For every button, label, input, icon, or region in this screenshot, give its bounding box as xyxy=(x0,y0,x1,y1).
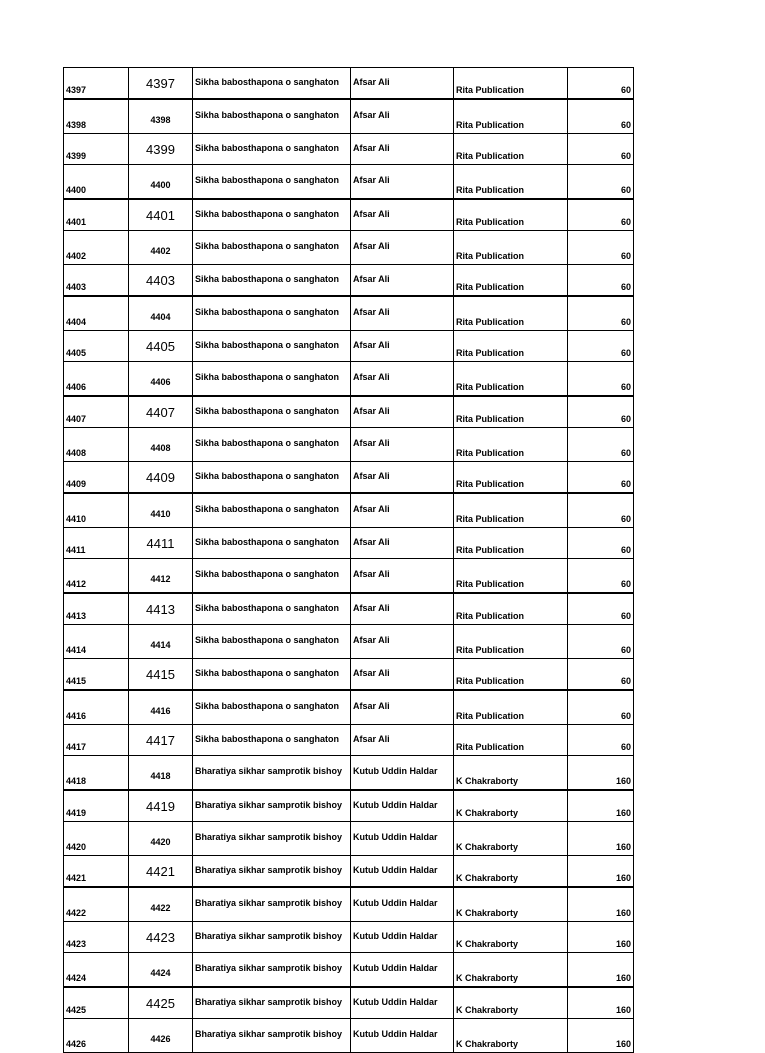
author-cell: Afsar Ali xyxy=(351,231,454,265)
price-cell: 160 xyxy=(568,790,634,822)
book-title-cell: Sikha babosthapona o sanghaton xyxy=(193,625,351,659)
table-row xyxy=(64,493,634,528)
publisher-cell: Rita Publication xyxy=(454,362,568,397)
serial-number-cell: 4419 xyxy=(64,790,129,822)
author-cell: Kutub Uddin Haldar xyxy=(351,922,454,953)
price-cell: 160 xyxy=(568,922,634,953)
accession-number-cell: 4417 xyxy=(129,725,193,756)
book-title-cell: Sikha babosthapona o sanghaton xyxy=(193,362,351,397)
serial-number-cell: 4418 xyxy=(64,756,129,791)
publisher-cell: K Chakraborty xyxy=(454,987,568,1019)
price-cell: 160 xyxy=(568,1019,634,1053)
author-cell: Afsar Ali xyxy=(351,68,454,100)
author-cell: Afsar Ali xyxy=(351,199,454,231)
price-cell: 60 xyxy=(568,559,634,594)
publisher-cell: K Chakraborty xyxy=(454,953,568,988)
serial-number-cell: 4404 xyxy=(64,296,129,331)
price-cell: 60 xyxy=(568,134,634,165)
table-row xyxy=(64,462,634,494)
accession-number-cell: 4409 xyxy=(129,462,193,494)
publisher-cell: K Chakraborty xyxy=(454,1019,568,1053)
accession-number-cell: 4419 xyxy=(129,790,193,822)
author-cell: Afsar Ali xyxy=(351,659,454,691)
price-cell: 60 xyxy=(568,725,634,756)
table-row xyxy=(64,822,634,856)
accession-number-cell: 4421 xyxy=(129,856,193,888)
publisher-cell: Rita Publication xyxy=(454,68,568,100)
author-cell: Afsar Ali xyxy=(351,559,454,594)
serial-number-cell: 4405 xyxy=(64,331,129,362)
book-title-cell: Bharatiya sikhar samprotik bishoy xyxy=(193,756,351,791)
accession-number-cell: 4423 xyxy=(129,922,193,953)
author-cell: Kutub Uddin Haldar xyxy=(351,887,454,922)
accession-number-cell: 4406 xyxy=(129,362,193,397)
table-row xyxy=(64,856,634,888)
price-cell: 60 xyxy=(568,231,634,265)
accession-number-cell: 4407 xyxy=(129,396,193,428)
book-title-cell: Sikha babosthapona o sanghaton xyxy=(193,725,351,756)
author-cell: Kutub Uddin Haldar xyxy=(351,1019,454,1053)
publisher-cell: K Chakraborty xyxy=(454,856,568,888)
price-cell: 60 xyxy=(568,659,634,691)
accession-number-cell: 4405 xyxy=(129,331,193,362)
serial-number-cell: 4406 xyxy=(64,362,129,397)
accession-number-cell: 4410 xyxy=(129,493,193,528)
price-cell: 160 xyxy=(568,856,634,888)
table-row xyxy=(64,99,634,134)
price-cell: 60 xyxy=(568,68,634,100)
accession-number-cell: 4415 xyxy=(129,659,193,691)
publisher-cell: Rita Publication xyxy=(454,331,568,362)
author-cell: Afsar Ali xyxy=(351,493,454,528)
price-cell: 60 xyxy=(568,528,634,559)
author-cell: Afsar Ali xyxy=(351,625,454,659)
table-row xyxy=(64,725,634,756)
table-row xyxy=(64,625,634,659)
book-title-cell: Sikha babosthapona o sanghaton xyxy=(193,165,351,200)
accession-number-cell: 4424 xyxy=(129,953,193,988)
serial-number-cell: 4424 xyxy=(64,953,129,988)
table-row xyxy=(64,953,634,988)
table-row xyxy=(64,690,634,725)
price-cell: 160 xyxy=(568,953,634,988)
serial-number-cell: 4410 xyxy=(64,493,129,528)
accession-number-cell: 4403 xyxy=(129,265,193,297)
price-cell: 60 xyxy=(568,625,634,659)
table-row xyxy=(64,231,634,265)
publisher-cell: Rita Publication xyxy=(454,199,568,231)
serial-number-cell: 4408 xyxy=(64,428,129,462)
price-cell: 60 xyxy=(568,690,634,725)
publisher-cell: Rita Publication xyxy=(454,134,568,165)
author-cell: Afsar Ali xyxy=(351,134,454,165)
price-cell: 160 xyxy=(568,987,634,1019)
price-cell: 160 xyxy=(568,756,634,791)
serial-number-cell: 4402 xyxy=(64,231,129,265)
book-title-cell: Sikha babosthapona o sanghaton xyxy=(193,559,351,594)
price-cell: 60 xyxy=(568,593,634,625)
price-cell: 60 xyxy=(568,428,634,462)
author-cell: Afsar Ali xyxy=(351,165,454,200)
table-row xyxy=(64,331,634,362)
serial-number-cell: 4417 xyxy=(64,725,129,756)
table-row xyxy=(64,134,634,165)
serial-number-cell: 4425 xyxy=(64,987,129,1019)
serial-number-cell: 4416 xyxy=(64,690,129,725)
book-title-cell: Sikha babosthapona o sanghaton xyxy=(193,331,351,362)
book-title-cell: Bharatiya sikhar samprotik bishoy xyxy=(193,856,351,888)
table-row xyxy=(64,1019,634,1053)
accession-number-cell: 4420 xyxy=(129,822,193,856)
book-register-table xyxy=(63,67,634,1053)
accession-number-cell: 4399 xyxy=(129,134,193,165)
price-cell: 60 xyxy=(568,331,634,362)
publisher-cell: Rita Publication xyxy=(454,396,568,428)
book-title-cell: Bharatiya sikhar samprotik bishoy xyxy=(193,822,351,856)
publisher-cell: Rita Publication xyxy=(454,659,568,691)
publisher-cell: Rita Publication xyxy=(454,99,568,134)
table-row xyxy=(64,68,634,100)
table-row xyxy=(64,199,634,231)
publisher-cell: Rita Publication xyxy=(454,165,568,200)
author-cell: Kutub Uddin Haldar xyxy=(351,790,454,822)
serial-number-cell: 4398 xyxy=(64,99,129,134)
publisher-cell: Rita Publication xyxy=(454,593,568,625)
accession-number-cell: 4400 xyxy=(129,165,193,200)
publisher-cell: K Chakraborty xyxy=(454,756,568,791)
publisher-cell: Rita Publication xyxy=(454,690,568,725)
publisher-cell: Rita Publication xyxy=(454,428,568,462)
publisher-cell: Rita Publication xyxy=(454,725,568,756)
book-title-cell: Sikha babosthapona o sanghaton xyxy=(193,528,351,559)
publisher-cell: Rita Publication xyxy=(454,559,568,594)
accession-number-cell: 4401 xyxy=(129,199,193,231)
table-row xyxy=(64,559,634,594)
author-cell: Kutub Uddin Haldar xyxy=(351,856,454,888)
price-cell: 60 xyxy=(568,296,634,331)
table-row xyxy=(64,165,634,200)
price-cell: 60 xyxy=(568,396,634,428)
book-title-cell: Bharatiya sikhar samprotik bishoy xyxy=(193,1019,351,1053)
publisher-cell: K Chakraborty xyxy=(454,790,568,822)
accession-number-cell: 4402 xyxy=(129,231,193,265)
table-row xyxy=(64,987,634,1019)
price-cell: 60 xyxy=(568,165,634,200)
serial-number-cell: 4403 xyxy=(64,265,129,297)
author-cell: Afsar Ali xyxy=(351,725,454,756)
author-cell: Afsar Ali xyxy=(351,362,454,397)
serial-number-cell: 4413 xyxy=(64,593,129,625)
author-cell: Afsar Ali xyxy=(351,296,454,331)
book-title-cell: Sikha babosthapona o sanghaton xyxy=(193,231,351,265)
book-title-cell: Sikha babosthapona o sanghaton xyxy=(193,690,351,725)
price-cell: 160 xyxy=(568,887,634,922)
price-cell: 60 xyxy=(568,362,634,397)
book-title-cell: Sikha babosthapona o sanghaton xyxy=(193,296,351,331)
book-title-cell: Sikha babosthapona o sanghaton xyxy=(193,99,351,134)
price-cell: 60 xyxy=(568,199,634,231)
table-row xyxy=(64,396,634,428)
accession-number-cell: 4425 xyxy=(129,987,193,1019)
author-cell: Afsar Ali xyxy=(351,396,454,428)
author-cell: Afsar Ali xyxy=(351,528,454,559)
publisher-cell: Rita Publication xyxy=(454,265,568,297)
author-cell: Afsar Ali xyxy=(351,690,454,725)
book-title-cell: Bharatiya sikhar samprotik bishoy xyxy=(193,887,351,922)
table-row xyxy=(64,593,634,625)
serial-number-cell: 4401 xyxy=(64,199,129,231)
book-title-cell: Bharatiya sikhar samprotik bishoy xyxy=(193,953,351,988)
table-row xyxy=(64,362,634,397)
accession-number-cell: 4408 xyxy=(129,428,193,462)
accession-number-cell: 4397 xyxy=(129,68,193,100)
price-cell: 60 xyxy=(568,493,634,528)
author-cell: Afsar Ali xyxy=(351,593,454,625)
book-title-cell: Sikha babosthapona o sanghaton xyxy=(193,462,351,494)
serial-number-cell: 4423 xyxy=(64,922,129,953)
publisher-cell: Rita Publication xyxy=(454,231,568,265)
book-title-cell: Sikha babosthapona o sanghaton xyxy=(193,428,351,462)
book-title-cell: Sikha babosthapona o sanghaton xyxy=(193,659,351,691)
author-cell: Kutub Uddin Haldar xyxy=(351,953,454,988)
serial-number-cell: 4415 xyxy=(64,659,129,691)
book-title-cell: Sikha babosthapona o sanghaton xyxy=(193,396,351,428)
accession-number-cell: 4404 xyxy=(129,296,193,331)
price-cell: 60 xyxy=(568,265,634,297)
publisher-cell: Rita Publication xyxy=(454,296,568,331)
table-row xyxy=(64,296,634,331)
book-title-cell: Sikha babosthapona o sanghaton xyxy=(193,68,351,100)
author-cell: Kutub Uddin Haldar xyxy=(351,822,454,856)
author-cell: Afsar Ali xyxy=(351,99,454,134)
accession-number-cell: 4416 xyxy=(129,690,193,725)
accession-number-cell: 4413 xyxy=(129,593,193,625)
table-row xyxy=(64,922,634,953)
table-body xyxy=(64,68,634,1053)
author-cell: Kutub Uddin Haldar xyxy=(351,987,454,1019)
book-title-cell: Sikha babosthapona o sanghaton xyxy=(193,199,351,231)
accession-number-cell: 4418 xyxy=(129,756,193,791)
accession-number-cell: 4412 xyxy=(129,559,193,594)
publisher-cell: Rita Publication xyxy=(454,462,568,494)
book-title-cell: Bharatiya sikhar samprotik bishoy xyxy=(193,987,351,1019)
serial-number-cell: 4426 xyxy=(64,1019,129,1053)
publisher-cell: K Chakraborty xyxy=(454,922,568,953)
book-title-cell: Bharatiya sikhar samprotik bishoy xyxy=(193,922,351,953)
publisher-cell: K Chakraborty xyxy=(454,822,568,856)
serial-number-cell: 4412 xyxy=(64,559,129,594)
book-title-cell: Bharatiya sikhar samprotik bishoy xyxy=(193,790,351,822)
author-cell: Afsar Ali xyxy=(351,462,454,494)
accession-number-cell: 4414 xyxy=(129,625,193,659)
serial-number-cell: 4407 xyxy=(64,396,129,428)
book-title-cell: Sikha babosthapona o sanghaton xyxy=(193,265,351,297)
accession-number-cell: 4422 xyxy=(129,887,193,922)
serial-number-cell: 4414 xyxy=(64,625,129,659)
author-cell: Afsar Ali xyxy=(351,265,454,297)
table-row xyxy=(64,659,634,691)
table-row xyxy=(64,265,634,297)
author-cell: Afsar Ali xyxy=(351,428,454,462)
accession-number-cell: 4411 xyxy=(129,528,193,559)
serial-number-cell: 4400 xyxy=(64,165,129,200)
table-row xyxy=(64,790,634,822)
table-row xyxy=(64,428,634,462)
serial-number-cell: 4422 xyxy=(64,887,129,922)
serial-number-cell: 4411 xyxy=(64,528,129,559)
publisher-cell: Rita Publication xyxy=(454,528,568,559)
table-row xyxy=(64,756,634,791)
serial-number-cell: 4399 xyxy=(64,134,129,165)
publisher-cell: Rita Publication xyxy=(454,625,568,659)
book-title-cell: Sikha babosthapona o sanghaton xyxy=(193,593,351,625)
price-cell: 60 xyxy=(568,462,634,494)
publisher-cell: K Chakraborty xyxy=(454,887,568,922)
serial-number-cell: 4420 xyxy=(64,822,129,856)
serial-number-cell: 4409 xyxy=(64,462,129,494)
author-cell: Kutub Uddin Haldar xyxy=(351,756,454,791)
author-cell: Afsar Ali xyxy=(351,331,454,362)
serial-number-cell: 4421 xyxy=(64,856,129,888)
book-title-cell: Sikha babosthapona o sanghaton xyxy=(193,493,351,528)
serial-number-cell: 4397 xyxy=(64,68,129,100)
table-row xyxy=(64,528,634,559)
book-title-cell: Sikha babosthapona o sanghaton xyxy=(193,134,351,165)
table-row xyxy=(64,887,634,922)
price-cell: 60 xyxy=(568,99,634,134)
accession-number-cell: 4426 xyxy=(129,1019,193,1053)
publisher-cell: Rita Publication xyxy=(454,493,568,528)
price-cell: 160 xyxy=(568,822,634,856)
accession-number-cell: 4398 xyxy=(129,99,193,134)
